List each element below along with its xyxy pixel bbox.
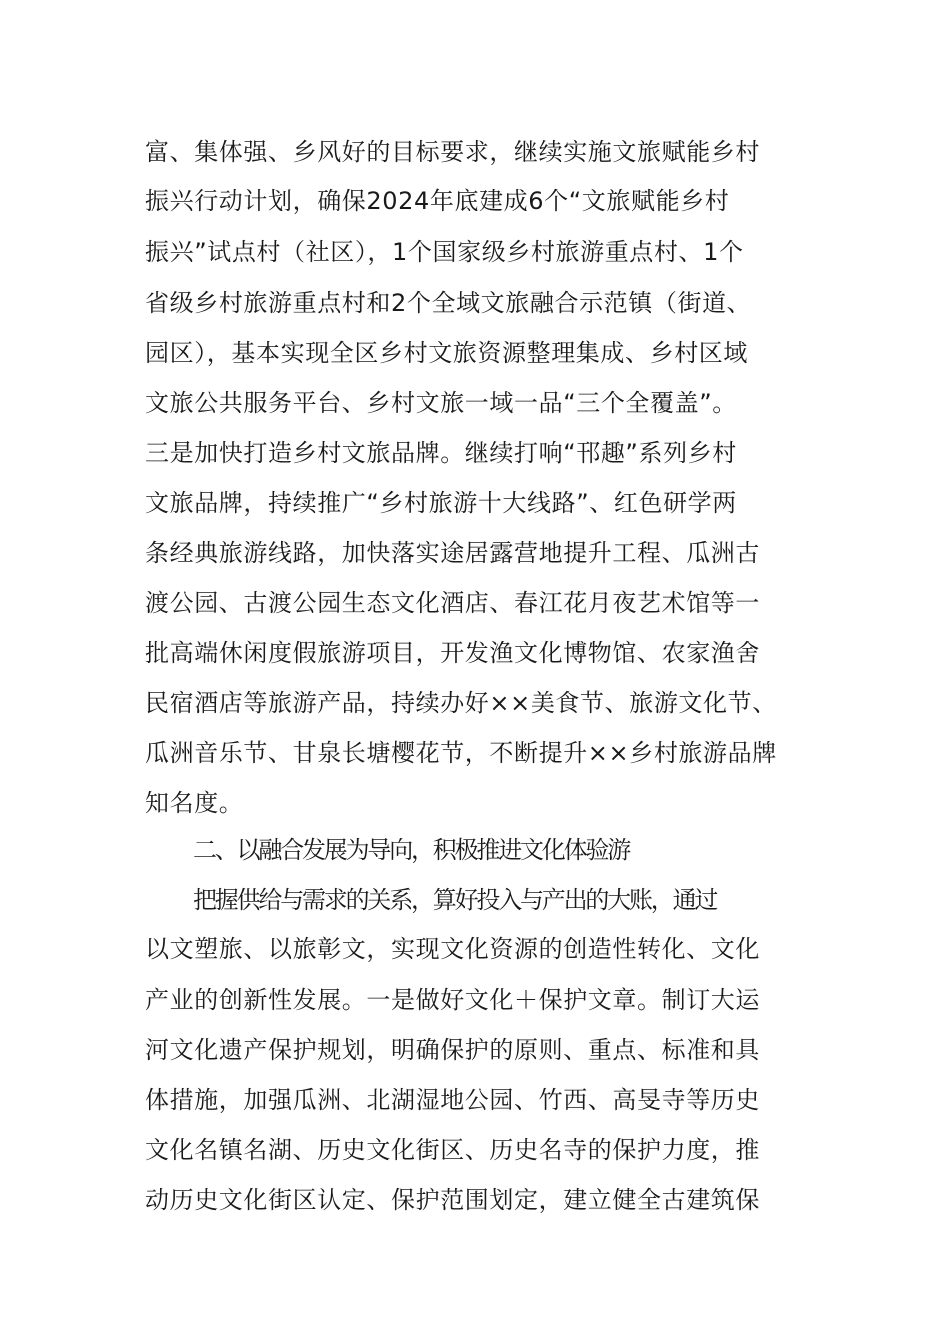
text-line: 振兴”试点村（社区），1个国家级乡村旅游重点村、1个 xyxy=(145,238,744,266)
text-line: 批高端休闲度假旅游项目，开发渔文化博物馆、农家渔舍 xyxy=(145,639,760,667)
text-line: 产业的创新性发展。一是做好文化＋保护文章。制订大运 xyxy=(145,986,760,1014)
text-line: 振兴行动计划，确保2024年底建成6个“文旅赋能乡村 xyxy=(145,187,730,215)
text-line: 条经典旅游线路，加快落实途居露营地提升工程、瓜洲古 xyxy=(145,539,760,567)
text-line: 知名度。 xyxy=(145,789,244,817)
text-line: 动历史文化街区认定、保护范围划定，建立健全古建筑保 xyxy=(145,1186,760,1214)
text-line: 省级乡村旅游重点村和2个全域文旅融合示范镇（街道、 xyxy=(145,289,752,317)
text-line: 以文塑旅、以旅彰文，实现文化资源的创造性转化、文化 xyxy=(145,935,760,963)
text-line: 体措施，加强瓜洲、北湖湿地公园、竹西、高旻寺等历史 xyxy=(145,1086,760,1114)
text-line: 文化名镇名湖、历史文化街区、历史名寺的保护力度，推 xyxy=(145,1136,760,1164)
text-line: 渡公园、古渡公园生态文化酒店、春江花月夜艺术馆等一 xyxy=(145,589,760,617)
text-line: 三是加快打造乡村文旅品牌。继续打响“邗趣”系列乡村 xyxy=(145,439,737,467)
text-line: 园区），基本实现全区乡村文旅资源整理集成、乡村区域 xyxy=(145,339,748,367)
section-heading: 二、以融合发展为导向，积极推进文化体验游 xyxy=(193,836,629,864)
text-line: 河文化遗产保护规划，明确保护的原则、重点、标准和具 xyxy=(145,1036,760,1064)
text-line: 文旅品牌，持续推广“乡村旅游十大线路”、红色研学两 xyxy=(145,489,737,517)
paragraph-first-line: 把握供给与需求的关系，算好投入与产出的大账，通过 xyxy=(193,886,717,914)
text-line: 民宿酒店等旅游产品，持续办好××美食节、旅游文化节、 xyxy=(145,689,777,717)
text-line: 文旅公共服务平台、乡村文旅一域一品“三个全覆盖”。 xyxy=(145,389,737,417)
text-line: 富、集体强、乡风好的目标要求，继续实施文旅赋能乡村 xyxy=(145,138,760,166)
text-line: 瓜洲音乐节、甘泉长塘樱花节，不断提升××乡村旅游品牌 xyxy=(145,739,777,767)
